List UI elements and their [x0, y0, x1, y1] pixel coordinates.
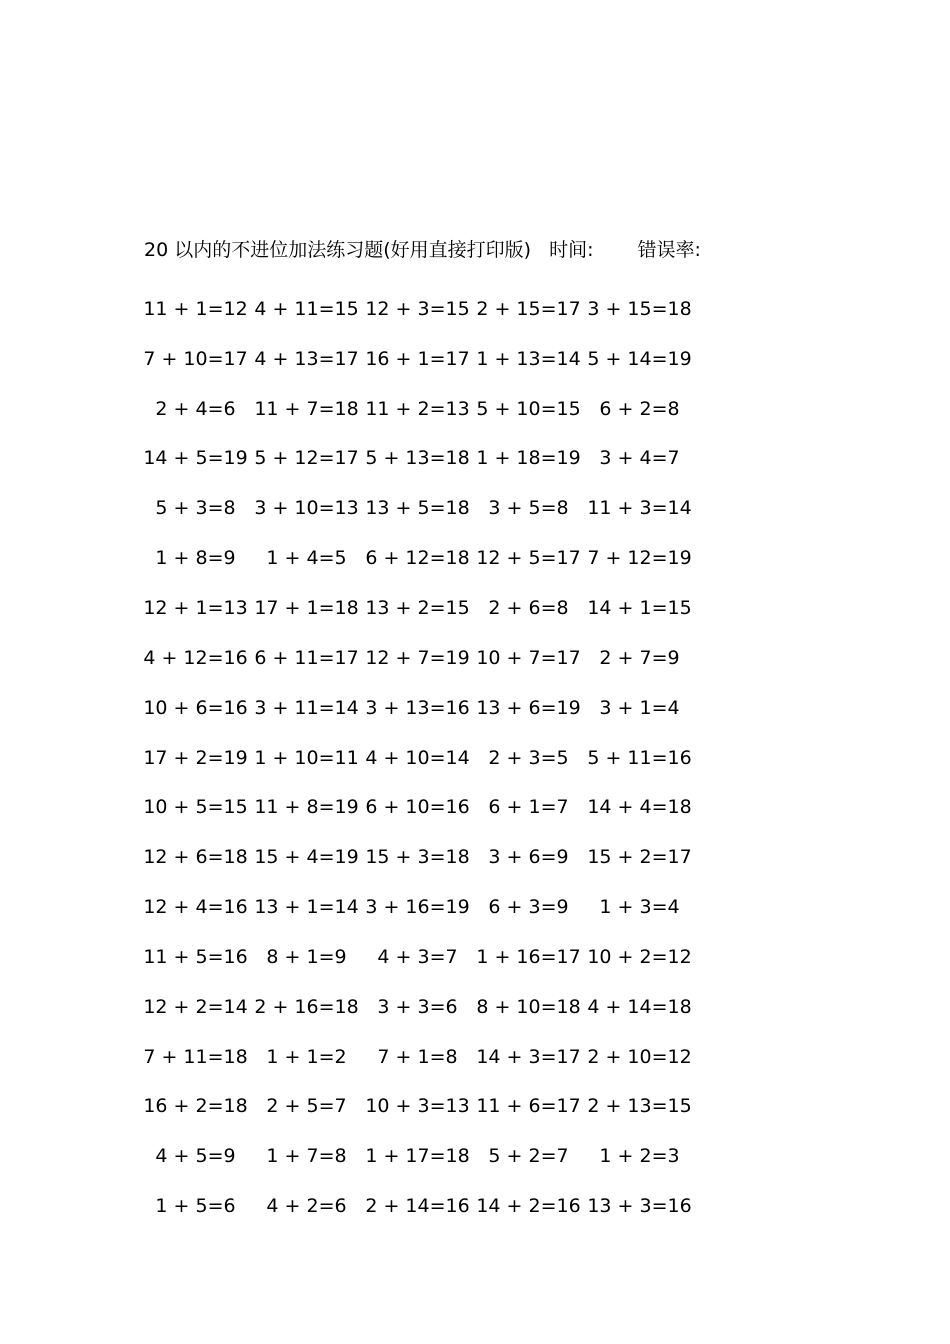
addition-problem: 16 + 2=18 [143, 1095, 248, 1118]
addition-problem: 4 + 14=18 [587, 995, 692, 1018]
problem-row [140, 533, 740, 583]
addition-problem: 2 + 3=5 [488, 746, 569, 769]
addition-problem: 6 + 1=7 [488, 796, 569, 819]
addition-problem: 10 + 7=17 [476, 646, 581, 669]
problem-row [140, 1032, 740, 1082]
addition-problem: 2 + 16=18 [254, 995, 359, 1018]
addition-problem: 17 + 2=19 [143, 746, 248, 769]
addition-problem: 1 + 2=3 [599, 1145, 680, 1168]
addition-problem: 2 + 5=7 [266, 1095, 347, 1118]
addition-problem: 1 + 5=6 [155, 1195, 236, 1218]
addition-problem: 1 + 7=8 [266, 1145, 347, 1168]
addition-problem: 3 + 6=9 [488, 846, 569, 869]
worksheet-header [144, 236, 701, 264]
addition-problem: 12 + 5=17 [476, 547, 581, 570]
addition-problem: 13 + 2=15 [365, 596, 470, 619]
problem-row [140, 483, 740, 533]
addition-problem: 4 + 11=15 [254, 297, 359, 320]
problem-grid [140, 284, 740, 1231]
addition-problem: 12 + 6=18 [143, 846, 248, 869]
time-label: 时间: [549, 239, 594, 261]
addition-problem: 1 + 4=5 [266, 547, 347, 570]
addition-problem: 1 + 13=14 [476, 347, 581, 370]
addition-problem: 7 + 10=17 [143, 347, 248, 370]
addition-problem: 4 + 2=6 [266, 1195, 347, 1218]
addition-problem: 3 + 15=18 [587, 297, 692, 320]
addition-problem: 4 + 12=16 [143, 646, 248, 669]
addition-problem: 2 + 4=6 [155, 397, 236, 420]
problem-row [140, 1082, 740, 1132]
addition-problem: 14 + 4=18 [587, 796, 692, 819]
addition-problem: 1 + 10=11 [254, 746, 359, 769]
addition-problem: 16 + 1=17 [365, 347, 470, 370]
problem-row [140, 932, 740, 982]
addition-problem: 2 + 13=15 [587, 1095, 692, 1118]
addition-problem: 11 + 1=12 [143, 297, 248, 320]
addition-problem: 5 + 2=7 [488, 1145, 569, 1168]
addition-problem: 11 + 5=16 [143, 945, 248, 968]
addition-problem: 12 + 3=15 [365, 297, 470, 320]
addition-problem: 5 + 3=8 [155, 497, 236, 520]
addition-problem: 4 + 3=7 [377, 945, 458, 968]
addition-problem: 6 + 11=17 [254, 646, 359, 669]
problem-row [140, 1131, 740, 1181]
problem-row [140, 384, 740, 434]
addition-problem: 13 + 1=14 [254, 896, 359, 919]
addition-problem: 12 + 2=14 [143, 995, 248, 1018]
addition-problem: 10 + 3=13 [365, 1095, 470, 1118]
addition-problem: 15 + 4=19 [254, 846, 359, 869]
problem-row [140, 284, 740, 334]
addition-problem: 8 + 10=18 [476, 995, 581, 1018]
addition-problem: 7 + 12=19 [587, 547, 692, 570]
addition-problem: 3 + 13=16 [365, 696, 470, 719]
addition-problem: 10 + 2=12 [587, 945, 692, 968]
addition-problem: 13 + 5=18 [365, 497, 470, 520]
addition-problem: 5 + 14=19 [587, 347, 692, 370]
addition-problem: 1 + 17=18 [365, 1145, 470, 1168]
addition-problem: 2 + 6=8 [488, 596, 569, 619]
addition-problem: 11 + 7=18 [254, 397, 359, 420]
addition-problem: 14 + 1=15 [587, 596, 692, 619]
addition-problem: 10 + 6=16 [143, 696, 248, 719]
addition-problem: 4 + 10=14 [365, 746, 470, 769]
problem-row [140, 982, 740, 1032]
error-rate-label: 错误率: [637, 239, 701, 261]
addition-problem: 1 + 18=19 [476, 447, 581, 470]
addition-problem: 5 + 13=18 [365, 447, 470, 470]
addition-problem: 6 + 2=8 [599, 397, 680, 420]
addition-problem: 3 + 16=19 [365, 896, 470, 919]
problem-row [140, 782, 740, 832]
addition-problem: 15 + 3=18 [365, 846, 470, 869]
addition-problem: 11 + 3=14 [587, 497, 692, 520]
addition-problem: 11 + 2=13 [365, 397, 470, 420]
addition-problem: 10 + 5=15 [143, 796, 248, 819]
problem-row [140, 334, 740, 384]
addition-problem: 14 + 3=17 [476, 1045, 581, 1068]
addition-problem: 1 + 3=4 [599, 896, 680, 919]
addition-problem: 3 + 5=8 [488, 497, 569, 520]
problem-row [140, 832, 740, 882]
addition-problem: 3 + 4=7 [599, 447, 680, 470]
addition-problem: 5 + 12=17 [254, 447, 359, 470]
addition-problem: 13 + 6=19 [476, 696, 581, 719]
addition-problem: 7 + 11=18 [143, 1045, 248, 1068]
addition-problem: 4 + 13=17 [254, 347, 359, 370]
problem-row [140, 733, 740, 783]
addition-problem: 1 + 16=17 [476, 945, 581, 968]
addition-problem: 5 + 11=16 [587, 746, 692, 769]
addition-problem: 5 + 10=15 [476, 397, 581, 420]
addition-problem: 12 + 4=16 [143, 896, 248, 919]
addition-problem: 15 + 2=17 [587, 846, 692, 869]
addition-problem: 4 + 5=9 [155, 1145, 236, 1168]
addition-problem: 2 + 15=17 [476, 297, 581, 320]
problem-row [140, 633, 740, 683]
addition-problem: 1 + 8=9 [155, 547, 236, 570]
addition-problem: 6 + 3=9 [488, 896, 569, 919]
addition-problem: 11 + 6=17 [476, 1095, 581, 1118]
addition-problem: 3 + 11=14 [254, 696, 359, 719]
addition-problem: 17 + 1=18 [254, 596, 359, 619]
problem-row [140, 1181, 740, 1231]
problem-row [140, 683, 740, 733]
addition-problem: 2 + 10=12 [587, 1045, 692, 1068]
addition-problem: 3 + 3=6 [377, 995, 458, 1018]
problem-row [140, 434, 740, 484]
problem-row [140, 882, 740, 932]
addition-problem: 11 + 8=19 [254, 796, 359, 819]
addition-problem: 12 + 1=13 [143, 596, 248, 619]
addition-problem: 6 + 10=16 [365, 796, 470, 819]
addition-problem: 3 + 1=4 [599, 696, 680, 719]
addition-problem: 14 + 2=16 [476, 1195, 581, 1218]
addition-problem: 13 + 3=16 [587, 1195, 692, 1218]
addition-problem: 14 + 5=19 [143, 447, 248, 470]
addition-problem: 2 + 14=16 [365, 1195, 470, 1218]
addition-problem: 2 + 7=9 [599, 646, 680, 669]
addition-problem: 1 + 1=2 [266, 1045, 347, 1068]
addition-problem: 3 + 10=13 [254, 497, 359, 520]
problem-row [140, 583, 740, 633]
addition-problem: 6 + 12=18 [365, 547, 470, 570]
addition-problem: 8 + 1=9 [266, 945, 347, 968]
addition-problem: 7 + 1=8 [377, 1045, 458, 1068]
worksheet-title: 20 以内的不进位加法练习题(好用直接打印版) [144, 239, 532, 261]
addition-problem: 12 + 7=19 [365, 646, 470, 669]
